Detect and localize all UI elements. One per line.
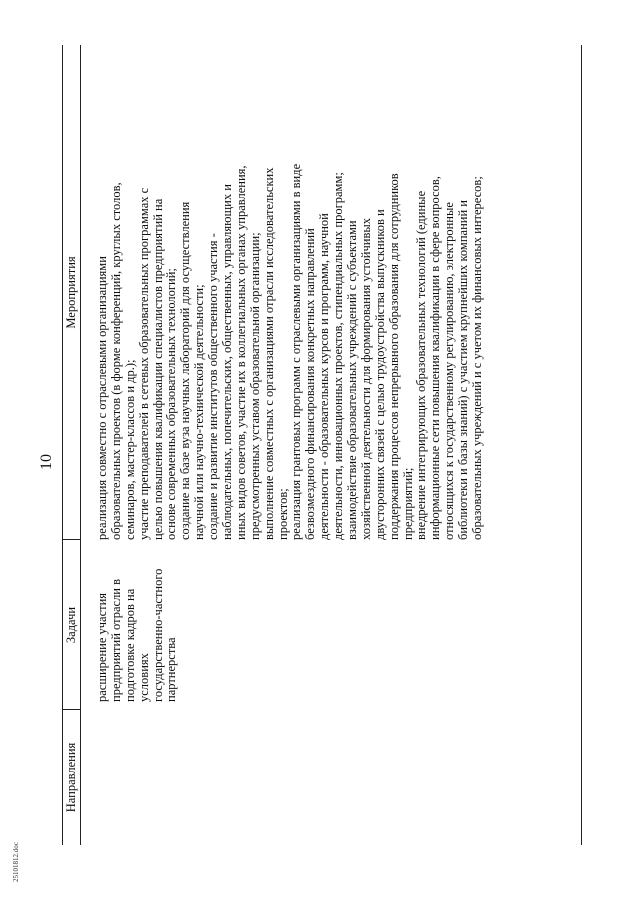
- activity-line: участие преподавателей в сетевых образовательных программах с: [136, 187, 151, 540]
- activity-line: иных видов советов, участие их в коллегиальных органах управления,: [233, 165, 248, 540]
- rotated-table: [62, 45, 582, 845]
- activity-line: предприятий;: [400, 467, 415, 540]
- activity-line: взаимодействие образовательных учреждений с субъектами: [345, 220, 360, 540]
- document-id: 25101812.doc: [12, 842, 20, 882]
- activity-line: научной или научно-технической деятельности;: [192, 284, 207, 540]
- table-top-rule: [62, 45, 63, 845]
- header-bottom-rule: [80, 45, 81, 845]
- task-line: условиях: [136, 653, 151, 702]
- activity-line: реализация совместно с отраслевыми организациями: [95, 256, 109, 540]
- task-line: подготовке кадров на: [122, 588, 137, 702]
- table-bottom-rule: [581, 45, 582, 845]
- activity-line: деятельности - образовательных курсов и программ, научной: [317, 213, 332, 540]
- activity-line: хозяйственной деятельности для формирования устойчивых: [358, 218, 373, 540]
- activities-cell: [96, 45, 485, 540]
- activity-line: поддержания процессов непрерывного образования для сотрудников: [386, 173, 401, 540]
- activity-line: основе современных образовательных технологий;: [164, 268, 179, 540]
- header-tasks: Задачи: [64, 606, 78, 644]
- activity-line: двусторонних связей с целью трудоустройства выпускников и: [372, 209, 387, 540]
- activity-line: безвозмездного финансирования конкретных направлений: [303, 228, 318, 540]
- task-line: предприятий отрасли в: [108, 578, 123, 702]
- activity-line: наблюдательных, попечительских, общественных, управляющих и: [220, 184, 235, 540]
- activity-line: выполнение совместных с организациями отрасли исследовательских: [261, 167, 276, 540]
- activity-line: информационные сети повышения квалификации в сфере вопросов,: [428, 176, 443, 540]
- task-line: партнерства: [164, 637, 179, 702]
- activity-line: реализация грантовых программ с отраслевыми организациями в виде: [289, 163, 304, 540]
- header-activities: Мероприятия: [64, 256, 78, 329]
- task-line: расширение участия: [95, 592, 109, 702]
- activity-line: целью повышения квалификации специалистов предприятий на: [150, 198, 165, 540]
- activity-line: семинаров, мастер-классов и др.);: [122, 359, 137, 540]
- activity-line: создание и развитие институтов общественного участия -: [206, 233, 221, 540]
- task-line: государственно-частного: [150, 568, 165, 702]
- tasks-cell: [96, 542, 179, 702]
- header-directions: Направления: [64, 742, 78, 813]
- activity-line: внедрение интегрирующих образовательных технологий (единые: [414, 190, 429, 540]
- activity-line: создание на базе вуза научных лабораторий для осуществления: [178, 201, 193, 540]
- activity-line: библиотеки и базы знаний) с участием крупнейших компаний и: [456, 200, 471, 540]
- page-number: 10: [38, 454, 55, 470]
- activity-line: образовательных учреждений и с учетом их финансовых интересов;: [470, 176, 485, 540]
- activity-line: относящихся к государственному регулированию, электронные: [442, 202, 457, 540]
- activity-line: образовательных проектов (в форме конференций, круглых столов,: [108, 182, 123, 540]
- activity-line: предусмотренных уставом образовательной организации;: [247, 232, 262, 540]
- activity-line: проектов;: [275, 488, 290, 540]
- activity-line: деятельности, инновационных проектов, стипендиальных программ;: [331, 172, 346, 540]
